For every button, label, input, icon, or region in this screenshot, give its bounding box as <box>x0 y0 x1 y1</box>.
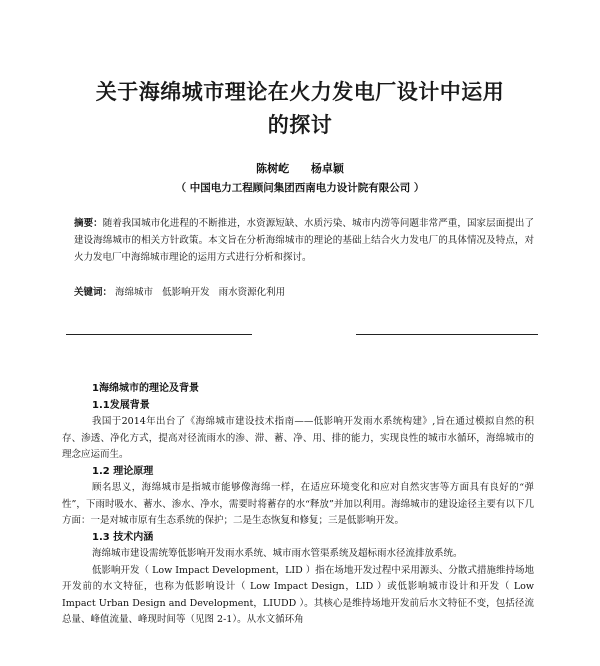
author-list <box>0 160 600 176</box>
keyword: 雨水资源化利用 <box>218 287 286 298</box>
keyword: 海绵城市 <box>115 287 154 298</box>
paragraph: 低影响开发（ Low Impact Development，LID ）指在场地开发过程中采用源头、分散式措施维持场地开发前的水文特征，也称为低影响设计（ Low Impact Design，LID ）或低影响城市设计和开发（ Low Impact Urban Design and Development，LIUDD ）。其核心是维持场地开发前后水文特征不变，包括径流总量、峰值流量、峰现时间等（见图 2-1）。从水文循环角 <box>62 564 534 625</box>
title-line-2: 的探讨 <box>267 113 333 137</box>
paragraph: 我国于2014年出台了《海绵城市建设技术指南——低影响开发雨水系统构建》,旨在通过模拟自然的积存、渗透、净化方式，提高对径流雨水的渗、滞、蓄、净、用、排的能力，实现良性的城市水循环，海绵城市的理念应运而生。 <box>62 416 534 460</box>
author-name: 杨卓颖 <box>310 162 344 175</box>
divider-right <box>356 334 538 335</box>
keyword: 低影响开发 <box>162 287 210 298</box>
body-text <box>62 381 534 629</box>
subsection-heading: 1.2 理论原理 <box>92 465 154 477</box>
abstract <box>74 215 534 266</box>
keywords-label: 关键词： <box>74 287 113 298</box>
divider-left <box>66 334 252 335</box>
author-name: 陈树屹 <box>256 162 290 175</box>
keywords <box>74 284 534 298</box>
subsection-heading: 1.1发展背景 <box>92 399 150 411</box>
paragraph: 海绵城市建设需统筹低影响开发雨水系统、城市雨水管渠系统及超标雨水径流排放系统。 <box>92 548 463 559</box>
paragraph: 顾名思义，海绵城市是指城市能够像海绵一样，在适应环境变化和应对自然灾害等方面具有良好的“弹性”，下雨时吸水、蓄水、渗水、净水，需要时将蓄存的水“释放”并加以利用。海绵城市的建设途径主要有以下几方面：一是对城市原有生态系统的保护；二是生态恢复和修复；三是低影响开发。 <box>62 482 534 526</box>
affiliation: （ 中国电力工程顾问集团西南电力设计院有限公司 ） <box>175 182 425 194</box>
paper-title <box>40 76 560 142</box>
subsection-heading: 1.3 技术内涵 <box>92 531 154 543</box>
title-line-1: 关于海绵城市理论在火力发电厂设计中运用 <box>95 80 505 104</box>
abstract-label: 摘要： <box>74 218 103 229</box>
section-heading: 1海绵城市的理论及背景 <box>92 383 199 394</box>
abstract-text: 随着我国城市化进程的不断推进，水资源短缺、水质污染、城市内涝等问题非常严重，国家层面提出了建设海绵城市的相关方针政策。本文旨在分析海绵城市的理论的基础上结合火力发电厂的具体情况及特点，对火力发电厂中海绵城市理论的运用方式进行分析和探讨。 <box>74 218 534 263</box>
